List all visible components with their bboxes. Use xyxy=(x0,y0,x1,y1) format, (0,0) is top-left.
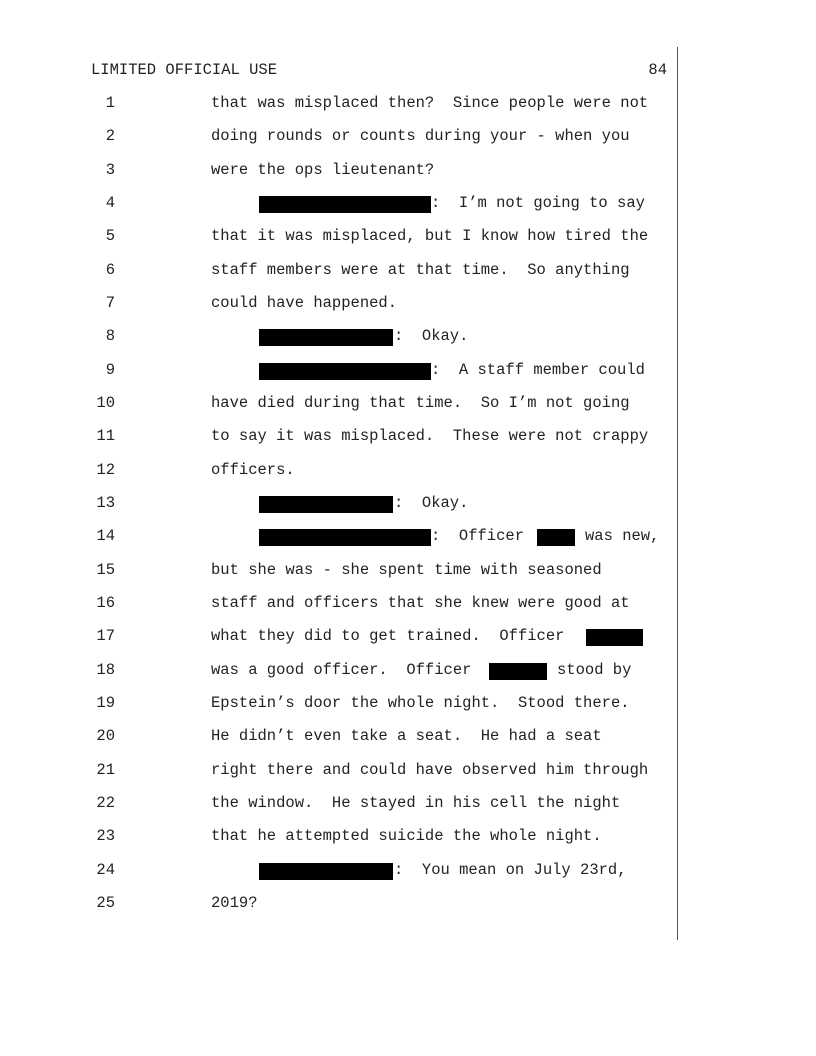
line-text: : I’m not going to say xyxy=(431,194,645,212)
line-number: 24 xyxy=(96,861,115,879)
line-text: staff and officers that she knew were good at xyxy=(211,594,630,612)
transcript-line xyxy=(0,494,816,514)
line-number: 12 xyxy=(96,461,115,479)
line-text: right there and could have observed him through xyxy=(211,761,649,779)
line-number: 10 xyxy=(96,394,115,412)
transcript-line xyxy=(0,261,816,281)
line-text: : You mean on July 23rd, xyxy=(394,861,627,879)
line-number: 17 xyxy=(96,627,115,645)
transcript-line xyxy=(0,394,816,414)
speaker-redaction xyxy=(259,363,431,380)
transcript-line xyxy=(0,894,816,914)
line-text: officers. xyxy=(211,461,295,479)
transcript-line xyxy=(0,361,816,381)
transcript-line xyxy=(0,861,816,881)
line-text: have died during that time. So I’m not going xyxy=(211,394,630,412)
speaker-redaction xyxy=(259,529,431,546)
line-number: 19 xyxy=(96,694,115,712)
line-number: 1 xyxy=(105,94,115,112)
classification-header: LIMITED OFFICIAL USE xyxy=(91,61,278,79)
line-text: He didn’t even take a seat. He had a seat xyxy=(211,727,602,745)
line-text: were the ops lieutenant? xyxy=(211,161,435,179)
speaker-redaction xyxy=(259,329,393,346)
line-number: 8 xyxy=(105,327,115,345)
line-text: the window. He stayed in his cell the night xyxy=(211,794,621,812)
line-number: 22 xyxy=(96,794,115,812)
transcript-line xyxy=(0,94,816,114)
line-number: 21 xyxy=(96,761,115,779)
transcript-line xyxy=(0,127,816,147)
transcript-line xyxy=(0,327,816,347)
transcript-line xyxy=(0,694,816,714)
line-number: 23 xyxy=(96,827,115,845)
line-text: doing rounds or counts during your - when you xyxy=(211,127,630,145)
name-redaction xyxy=(586,629,643,646)
speaker-redaction xyxy=(259,863,393,880)
line-text: but she was - she spent time with seasoned xyxy=(211,561,602,579)
speaker-redaction xyxy=(259,496,393,513)
transcript-line xyxy=(0,194,816,214)
transcript-line xyxy=(0,161,816,181)
line-number: 14 xyxy=(96,527,115,545)
transcript-line xyxy=(0,561,816,581)
line-text: that it was misplaced, but I know how tired the xyxy=(211,227,649,245)
line-text: stood by xyxy=(557,661,632,679)
transcript-line xyxy=(0,794,816,814)
line-number: 20 xyxy=(96,727,115,745)
line-text: what they did to get trained. Officer xyxy=(211,627,565,645)
line-text: was a good officer. Officer xyxy=(211,661,472,679)
line-text: to say it was misplaced. These were not crappy xyxy=(211,427,649,445)
line-number: 16 xyxy=(96,594,115,612)
line-text: that he attempted suicide the whole night. xyxy=(211,827,602,845)
line-number: 6 xyxy=(105,261,115,279)
line-text: : Okay. xyxy=(394,327,469,345)
line-number: 13 xyxy=(96,494,115,512)
line-number: 18 xyxy=(96,661,115,679)
name-redaction xyxy=(489,663,547,680)
line-number: 9 xyxy=(105,361,115,379)
transcript-line xyxy=(0,294,816,314)
transcript-line xyxy=(0,761,816,781)
line-text: : Okay. xyxy=(394,494,469,512)
line-number: 11 xyxy=(96,427,115,445)
page-number: 84 xyxy=(648,61,667,79)
transcript-line xyxy=(0,527,816,547)
line-text: was new, xyxy=(585,527,660,545)
line-text: : A staff member could xyxy=(431,361,645,379)
line-text: that was misplaced then? Since people were not xyxy=(211,94,649,112)
line-number: 5 xyxy=(105,227,115,245)
line-text: 2019? xyxy=(211,894,258,912)
line-number: 4 xyxy=(105,194,115,212)
transcript-line xyxy=(0,661,816,681)
line-number: 25 xyxy=(96,894,115,912)
transcript-line xyxy=(0,727,816,747)
name-redaction xyxy=(537,529,575,546)
speaker-redaction xyxy=(259,196,431,213)
transcript-line xyxy=(0,827,816,847)
transcript-line xyxy=(0,427,816,447)
transcript-line xyxy=(0,227,816,247)
transcript-line xyxy=(0,594,816,614)
line-number: 7 xyxy=(105,294,115,312)
line-text: could have happened. xyxy=(211,294,398,312)
line-text: Epstein’s door the whole night. Stood there. xyxy=(211,694,630,712)
transcript-line xyxy=(0,627,816,647)
line-text: : Officer xyxy=(431,527,525,545)
line-number: 2 xyxy=(105,127,115,145)
line-number: 15 xyxy=(96,561,115,579)
line-number: 3 xyxy=(105,161,115,179)
transcript-line xyxy=(0,461,816,481)
line-text: staff members were at that time. So anything xyxy=(211,261,630,279)
